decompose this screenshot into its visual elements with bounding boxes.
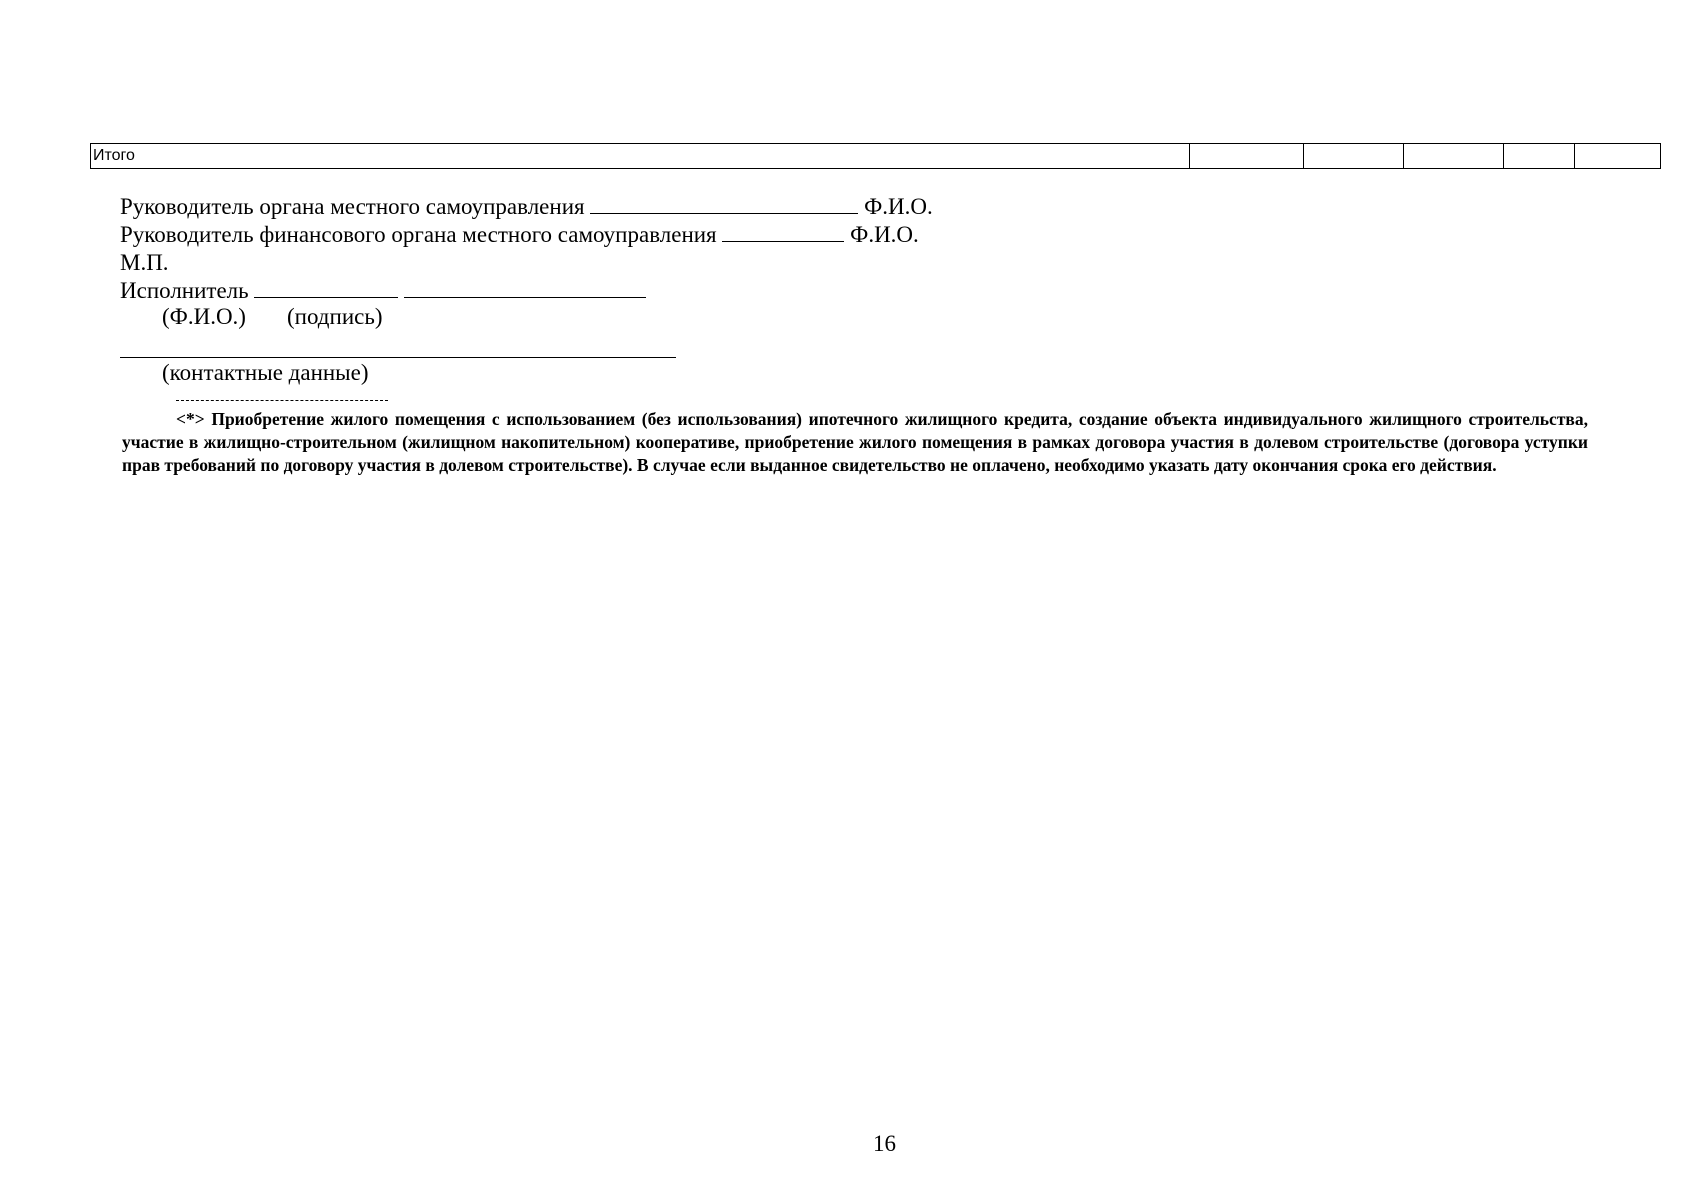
seal-line <box>120 249 169 277</box>
total-cell <box>1504 144 1575 169</box>
executor-fio-caption: (Ф.И.О.) <box>162 304 246 329</box>
contact-caption: (контактные данные) <box>162 360 369 385</box>
total-cell <box>1304 144 1404 169</box>
total-cell <box>1575 144 1661 169</box>
total-table <box>90 143 1661 169</box>
executor-signature-blank <box>404 277 646 298</box>
total-cell <box>1190 144 1304 169</box>
head-local-gov-line <box>120 193 933 221</box>
head-local-gov-signature-blank <box>590 193 858 214</box>
executor-line <box>120 277 646 305</box>
footnote-separator <box>176 400 388 401</box>
total-cell <box>1404 144 1504 169</box>
page-number: 16 <box>873 1131 896 1156</box>
head-local-gov-fio: Ф.И.О. <box>864 194 933 219</box>
head-local-gov-label: Руководитель органа местного самоуправления <box>120 194 585 219</box>
head-finance-line <box>120 221 919 249</box>
total-label-cell: Итого <box>91 144 1190 169</box>
executor-signature-caption: (подпись) <box>287 304 383 329</box>
contact-blank <box>120 357 676 358</box>
footnote-text: <*> Приобретение жилого помещения с использованием (без использования) ипотечного жилищного кредита, создание объекта индивидуального жилищного строительства, участие в жилищно-строительном (жилищном накопительном) кооперативе, приобретение жилого помещения в рамках договора участия в долевом строительстве (договора уступки прав требований по договору участия в долевом строительстве). В случае если выданное свидетельство не оплачено, необходимо указать дату окончания срока его действия. <box>122 409 1588 475</box>
seal-label: М.П. <box>120 250 169 275</box>
head-finance-label: Руководитель финансового органа местного самоуправления <box>120 222 717 247</box>
executor-label: Исполнитель <box>120 278 249 303</box>
total-row <box>91 144 1661 169</box>
executor-fio-blank <box>254 277 398 298</box>
head-finance-signature-blank <box>722 221 844 242</box>
head-finance-fio: Ф.И.О. <box>850 222 919 247</box>
